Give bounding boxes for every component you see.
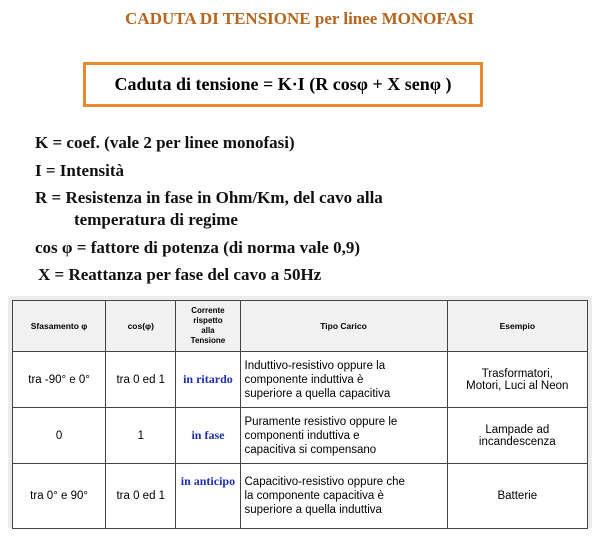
header-esempio: Esempio [447,301,587,352]
cell-sfasamento: 0 [13,408,106,464]
header-cos: cos(φ) [106,301,176,352]
cell-line: Puramente resistivo oppure le [244,415,398,428]
cell-line: Capacitivo-resistivo oppure che [244,476,405,488]
header-sfasamento: Sfasamento φ [13,301,106,352]
cell-corrente: in fase [176,408,240,464]
header-tipo-carico: Tipo Carico [240,301,447,352]
header-corrente-line: rispetto [193,316,223,325]
cell-sfasamento: tra 0° e 90° [13,464,106,529]
header-corrente-line: Tensione [190,336,226,345]
cell-line: la componente capacitiva è [244,490,384,502]
header-corrente [176,301,240,352]
page-title: CADUTA DI TENSIONE per linee MONOFASI [125,9,474,28]
formula-text: Caduta di tensione = K·I (R cosφ + X senφ ) [114,74,452,94]
cell-line: Induttivo-resistivo oppure la [244,359,386,372]
cell-line: componenti induttiva e [244,429,360,442]
table-row [13,464,588,529]
definition-r-cont: temperatura di regime [74,210,238,229]
header-corrente-line: Corrente [191,306,225,315]
table-row [13,352,588,408]
cell-line: capacitiva si compensano [244,443,377,456]
cell-line: Trasformatori, [481,367,553,380]
definition-r: R = Resistenza in fase in Ohm/Km, del cavo alla [35,188,383,207]
table-row [13,408,588,464]
phase-table [12,300,588,529]
cell-line: Batterie [497,490,538,502]
cell-esempio [447,408,587,464]
cell-esempio [447,464,587,529]
cell-cos: 1 [106,408,176,464]
header-corrente-line: alla [201,326,215,335]
cell-tipo-carico [240,408,447,464]
cell-corrente: in ritardo [176,352,240,408]
cell-line: componente induttiva è [244,373,364,386]
cell-cos: tra 0 ed 1 [106,464,176,529]
definition-cos: cos φ = fattore di potenza (di norma vale 0,9) [35,238,360,257]
cell-esempio [447,352,587,408]
cell-line: Lampade ad [485,423,550,436]
cell-cos: tra 0 ed 1 [106,352,176,408]
cell-line: incandescenza [478,435,556,448]
cell-sfasamento: tra -90° e 0° [13,352,106,408]
definition-k: K = coef. (vale 2 per linee monofasi) [35,133,295,152]
definition-i: I = Intensità [35,161,125,180]
cell-tipo-carico [240,464,447,529]
cell-line: superiore a quella capacitiva [244,387,391,400]
table-header-row [13,301,588,352]
cell-line: Motori, Luci al Neon [466,379,569,392]
definition-x: X = Reattanza per fase del cavo a 50Hz [38,265,322,284]
cell-line: superiore a quella induttiva [244,504,382,516]
phase-table-panel [8,296,592,528]
cell-tipo-carico [240,352,447,408]
cell-corrente: in anticipo [176,464,240,529]
